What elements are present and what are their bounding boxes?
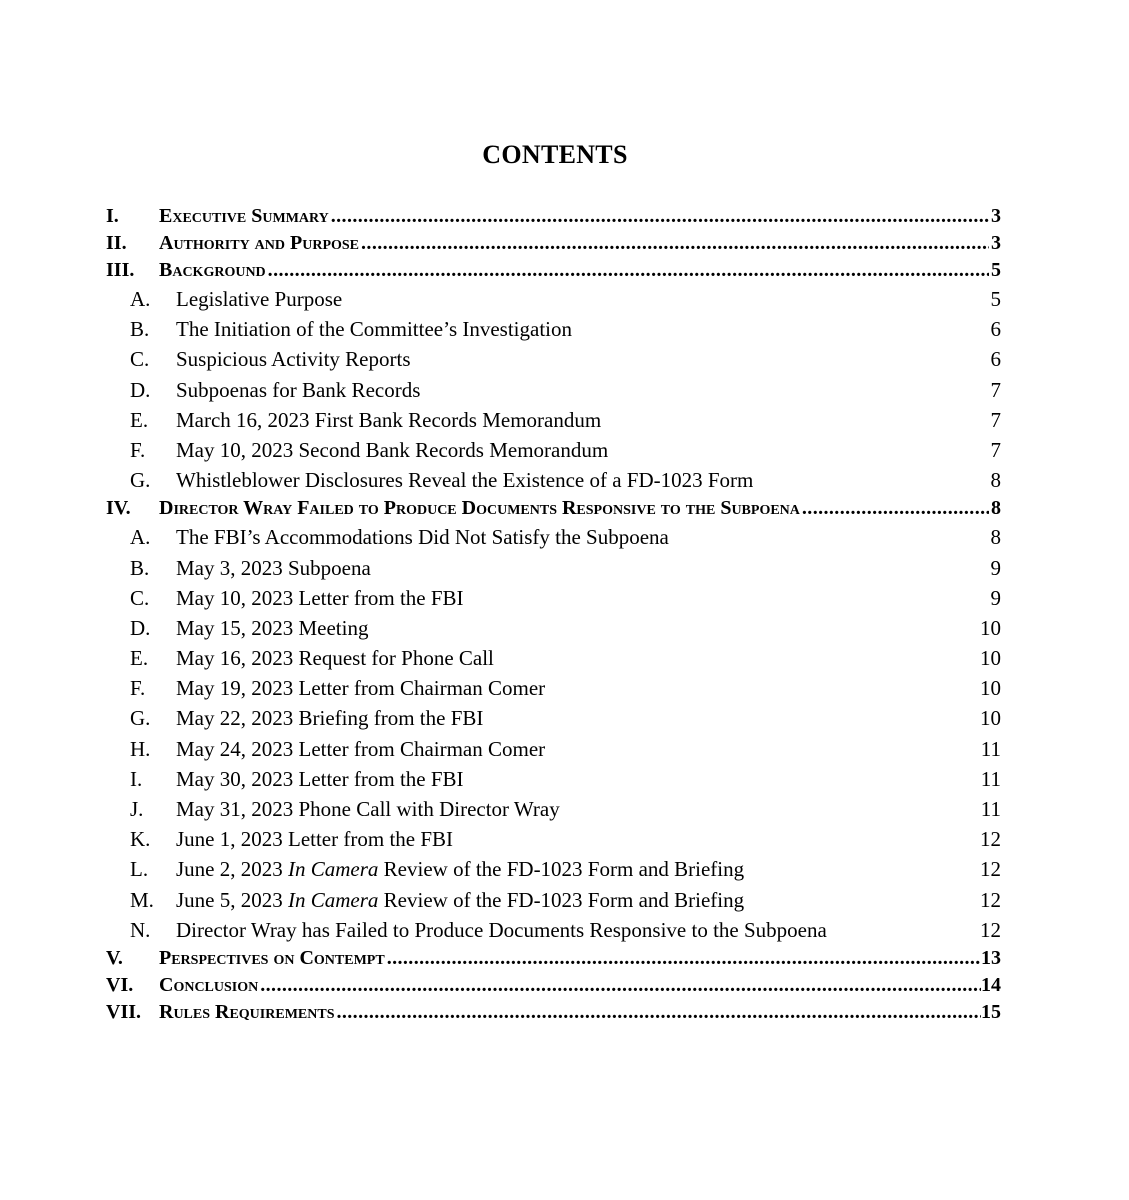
page-title: CONTENTS [482, 140, 628, 169]
page-number: 10 [980, 615, 1001, 640]
page-number: 14 [981, 973, 1001, 996]
subsection-title-text: June 2, 2023 [176, 857, 288, 882]
subsection-title-text: May 10, 2023 Second Bank Records Memorandum [176, 437, 609, 462]
subsection-title [176, 915, 827, 945]
subsection-letter: G. [130, 468, 151, 493]
subsection-title-text: May 31, 2023 Phone Call with Director Wray [176, 797, 560, 821]
page-number: 11 [980, 736, 1001, 761]
section-number: II. [106, 232, 127, 254]
toc-subsection-entry[interactable] [106, 613, 1001, 643]
section-number: III. [106, 259, 135, 281]
subsection-letter: A. [130, 287, 151, 311]
section-number: V. [106, 946, 123, 969]
subsection-title [176, 764, 464, 794]
subsection-title-italic: In Camera [288, 887, 379, 912]
section-number: I. [106, 205, 119, 227]
subsection-title-text: Suspicious Activity Reports [176, 347, 411, 372]
toc-subsection-entry[interactable] [106, 915, 1001, 945]
page-number: 9 [990, 585, 1001, 610]
subsection-title-text: May 24, 2023 Letter from Chairman Comer [176, 736, 546, 761]
toc-subsection-entry[interactable] [106, 734, 1001, 764]
subsection-letter: F. [130, 676, 146, 701]
subsection-title [176, 522, 669, 552]
toc-subsection-entry[interactable] [106, 553, 1001, 583]
subsection-title-text: May 30, 2023 Letter from the FBI [176, 766, 464, 791]
subsection-title-text: The Initiation of the Committee’s Investigation [176, 317, 573, 342]
page-number: 13 [981, 946, 1001, 969]
page-number: 10 [980, 646, 1001, 671]
subsection-title [176, 553, 371, 583]
subsection-letter: L. [130, 857, 149, 882]
subsection-letter: N. [130, 917, 151, 942]
section-number: VII. [106, 1000, 142, 1023]
page-number: 8 [990, 525, 1001, 550]
page-number: 5 [990, 287, 1001, 311]
toc-subsection-entry[interactable] [106, 764, 1001, 794]
subsection-title [176, 344, 411, 374]
subsection-title [176, 405, 601, 435]
subsection-title [176, 613, 368, 643]
subsection-title-text: Director Wray has Failed to Produce Documents Responsive to the Subpoena [176, 917, 827, 942]
dot-leader [359, 230, 989, 257]
page-number: 3 [991, 205, 1001, 227]
toc-subsection-entry[interactable] [106, 854, 1001, 884]
subsection-title [176, 885, 744, 915]
subsection-title-text: May 15, 2023 Meeting [176, 615, 369, 640]
subsection-letter: E. [130, 407, 149, 432]
toc-subsection-entry[interactable] [106, 375, 1001, 405]
section-number: VI. [106, 973, 134, 996]
page-number: 12 [980, 857, 1001, 882]
subsection-letter: G. [130, 706, 151, 731]
page-number: 6 [990, 347, 1001, 372]
subsection-letter: D. [130, 377, 151, 402]
subsection-letter: C. [130, 347, 150, 372]
toc-section-entry[interactable] [106, 495, 1001, 522]
subsection-letter: F. [130, 437, 146, 462]
subsection-letter: M. [130, 887, 154, 912]
page-number: 7 [990, 377, 1001, 402]
toc-subsection-entry[interactable] [106, 885, 1001, 915]
section-title: Background [159, 259, 266, 281]
subsection-title-text: May 16, 2023 Request for Phone Call [176, 646, 494, 671]
toc-subsection-entry[interactable] [106, 824, 1001, 854]
toc-section-entry[interactable] [106, 257, 1001, 284]
subsection-title-text: May 19, 2023 Letter from Chairman Comer [176, 676, 546, 701]
dot-leader [329, 203, 989, 230]
subsection-title [176, 703, 483, 733]
subsection-title [176, 284, 342, 314]
page-number: 11 [980, 766, 1001, 791]
subsection-letter: A. [130, 525, 151, 550]
section-title: Director Wray Failed to Produce Documents Responsive to the Subpoena [159, 497, 800, 520]
subsection-title [176, 583, 464, 613]
toc-section-entry[interactable] [106, 230, 1001, 257]
toc-subsection-entry[interactable] [106, 703, 1001, 733]
subsection-title-text: May 10, 2023 Letter from the FBI [176, 585, 464, 610]
toc-subsection-entry[interactable] [106, 344, 1001, 374]
toc-section-entry[interactable] [106, 945, 1001, 972]
subsection-letter: I. [130, 766, 143, 791]
section-title: Conclusion [159, 973, 259, 996]
toc-section-entry[interactable] [106, 999, 1001, 1026]
toc-section-entry[interactable] [106, 203, 1001, 230]
subsection-title-text: June 1, 2023 Letter from the FBI [176, 827, 454, 852]
subsection-title-text: Whistleblower Disclosures Reveal the Existence of a FD-1023 Form [176, 468, 754, 493]
subsection-title-text: May 3, 2023 Subpoena [176, 555, 371, 580]
page-number: 11 [980, 797, 1001, 821]
toc-subsection-entry[interactable] [106, 314, 1001, 344]
dot-leader [258, 972, 981, 999]
table-of-contents [106, 203, 1001, 1026]
toc-subsection-entry[interactable] [106, 465, 1001, 495]
page-number: 3 [991, 232, 1001, 254]
toc-subsection-entry[interactable] [106, 435, 1001, 465]
page-number: 7 [990, 437, 1001, 462]
dot-leader [334, 999, 981, 1026]
subsection-title [176, 643, 494, 673]
page-number: 12 [980, 887, 1001, 912]
subsection-title [176, 375, 420, 405]
subsection-title [176, 673, 545, 703]
page-number: 6 [990, 317, 1001, 342]
page-number: 15 [981, 1000, 1001, 1023]
section-title: Rules Requirements [159, 1000, 335, 1023]
section-number: IV. [106, 497, 131, 520]
dot-leader [266, 257, 989, 284]
subsection-title-text: March 16, 2023 First Bank Records Memorandum [176, 407, 602, 432]
page-number: 10 [980, 676, 1001, 701]
subsection-title-italic: In Camera [288, 857, 379, 882]
subsection-title-text: The FBI’s Accommodations Did Not Satisfy the Subpoena [176, 525, 669, 550]
page-number: 8 [990, 468, 1001, 493]
subsection-title [176, 734, 545, 764]
toc-subsection-entry[interactable] [106, 794, 1001, 824]
subsection-title [176, 794, 560, 824]
toc-subsection-entry[interactable] [106, 284, 1001, 314]
subsection-title-text-cont: Review of the FD-1023 Form and Briefing [378, 857, 745, 882]
subsection-letter: J. [130, 797, 144, 821]
page-number: 5 [991, 259, 1001, 281]
subsection-letter: C. [130, 585, 150, 610]
subsection-letter: B. [130, 555, 150, 580]
page-number: 10 [980, 706, 1001, 731]
toc-subsection-entry[interactable] [106, 522, 1001, 552]
dot-leader [385, 945, 981, 972]
section-title: Executive Summary [159, 205, 329, 227]
subsection-letter: D. [130, 615, 151, 640]
page-number: 7 [990, 407, 1001, 432]
toc-subsection-entry[interactable] [106, 643, 1001, 673]
page-number: 12 [980, 917, 1001, 942]
subsection-title [176, 314, 572, 344]
page-number: 8 [991, 497, 1001, 520]
subsection-title [176, 435, 608, 465]
subsection-title [176, 824, 453, 854]
subsection-title-text: Subpoenas for Bank Records [176, 377, 421, 402]
subsection-letter: E. [130, 646, 149, 671]
section-title: Authority and Purpose [159, 232, 360, 254]
toc-section-entry[interactable] [106, 972, 1001, 999]
subsection-letter: H. [130, 736, 151, 761]
page-number: 12 [980, 827, 1001, 852]
subsection-title-text-cont: Review of the FD-1023 Form and Briefing [378, 887, 745, 912]
subsection-letter: B. [130, 317, 150, 342]
subsection-title [176, 465, 753, 495]
toc-subsection-entry[interactable] [106, 673, 1001, 703]
toc-subsection-entry[interactable] [106, 405, 1001, 435]
page-number: 9 [990, 555, 1001, 580]
subsection-title-text: May 22, 2023 Briefing from the FBI [176, 706, 484, 731]
subsection-title-text: Legislative Purpose [176, 287, 343, 311]
subsection-title-text: June 5, 2023 [176, 887, 288, 912]
toc-subsection-entry[interactable] [106, 583, 1001, 613]
subsection-letter: K. [130, 827, 151, 852]
subsection-title [176, 854, 744, 884]
dot-leader [800, 495, 989, 522]
section-title: Perspectives on Contempt [159, 946, 385, 969]
